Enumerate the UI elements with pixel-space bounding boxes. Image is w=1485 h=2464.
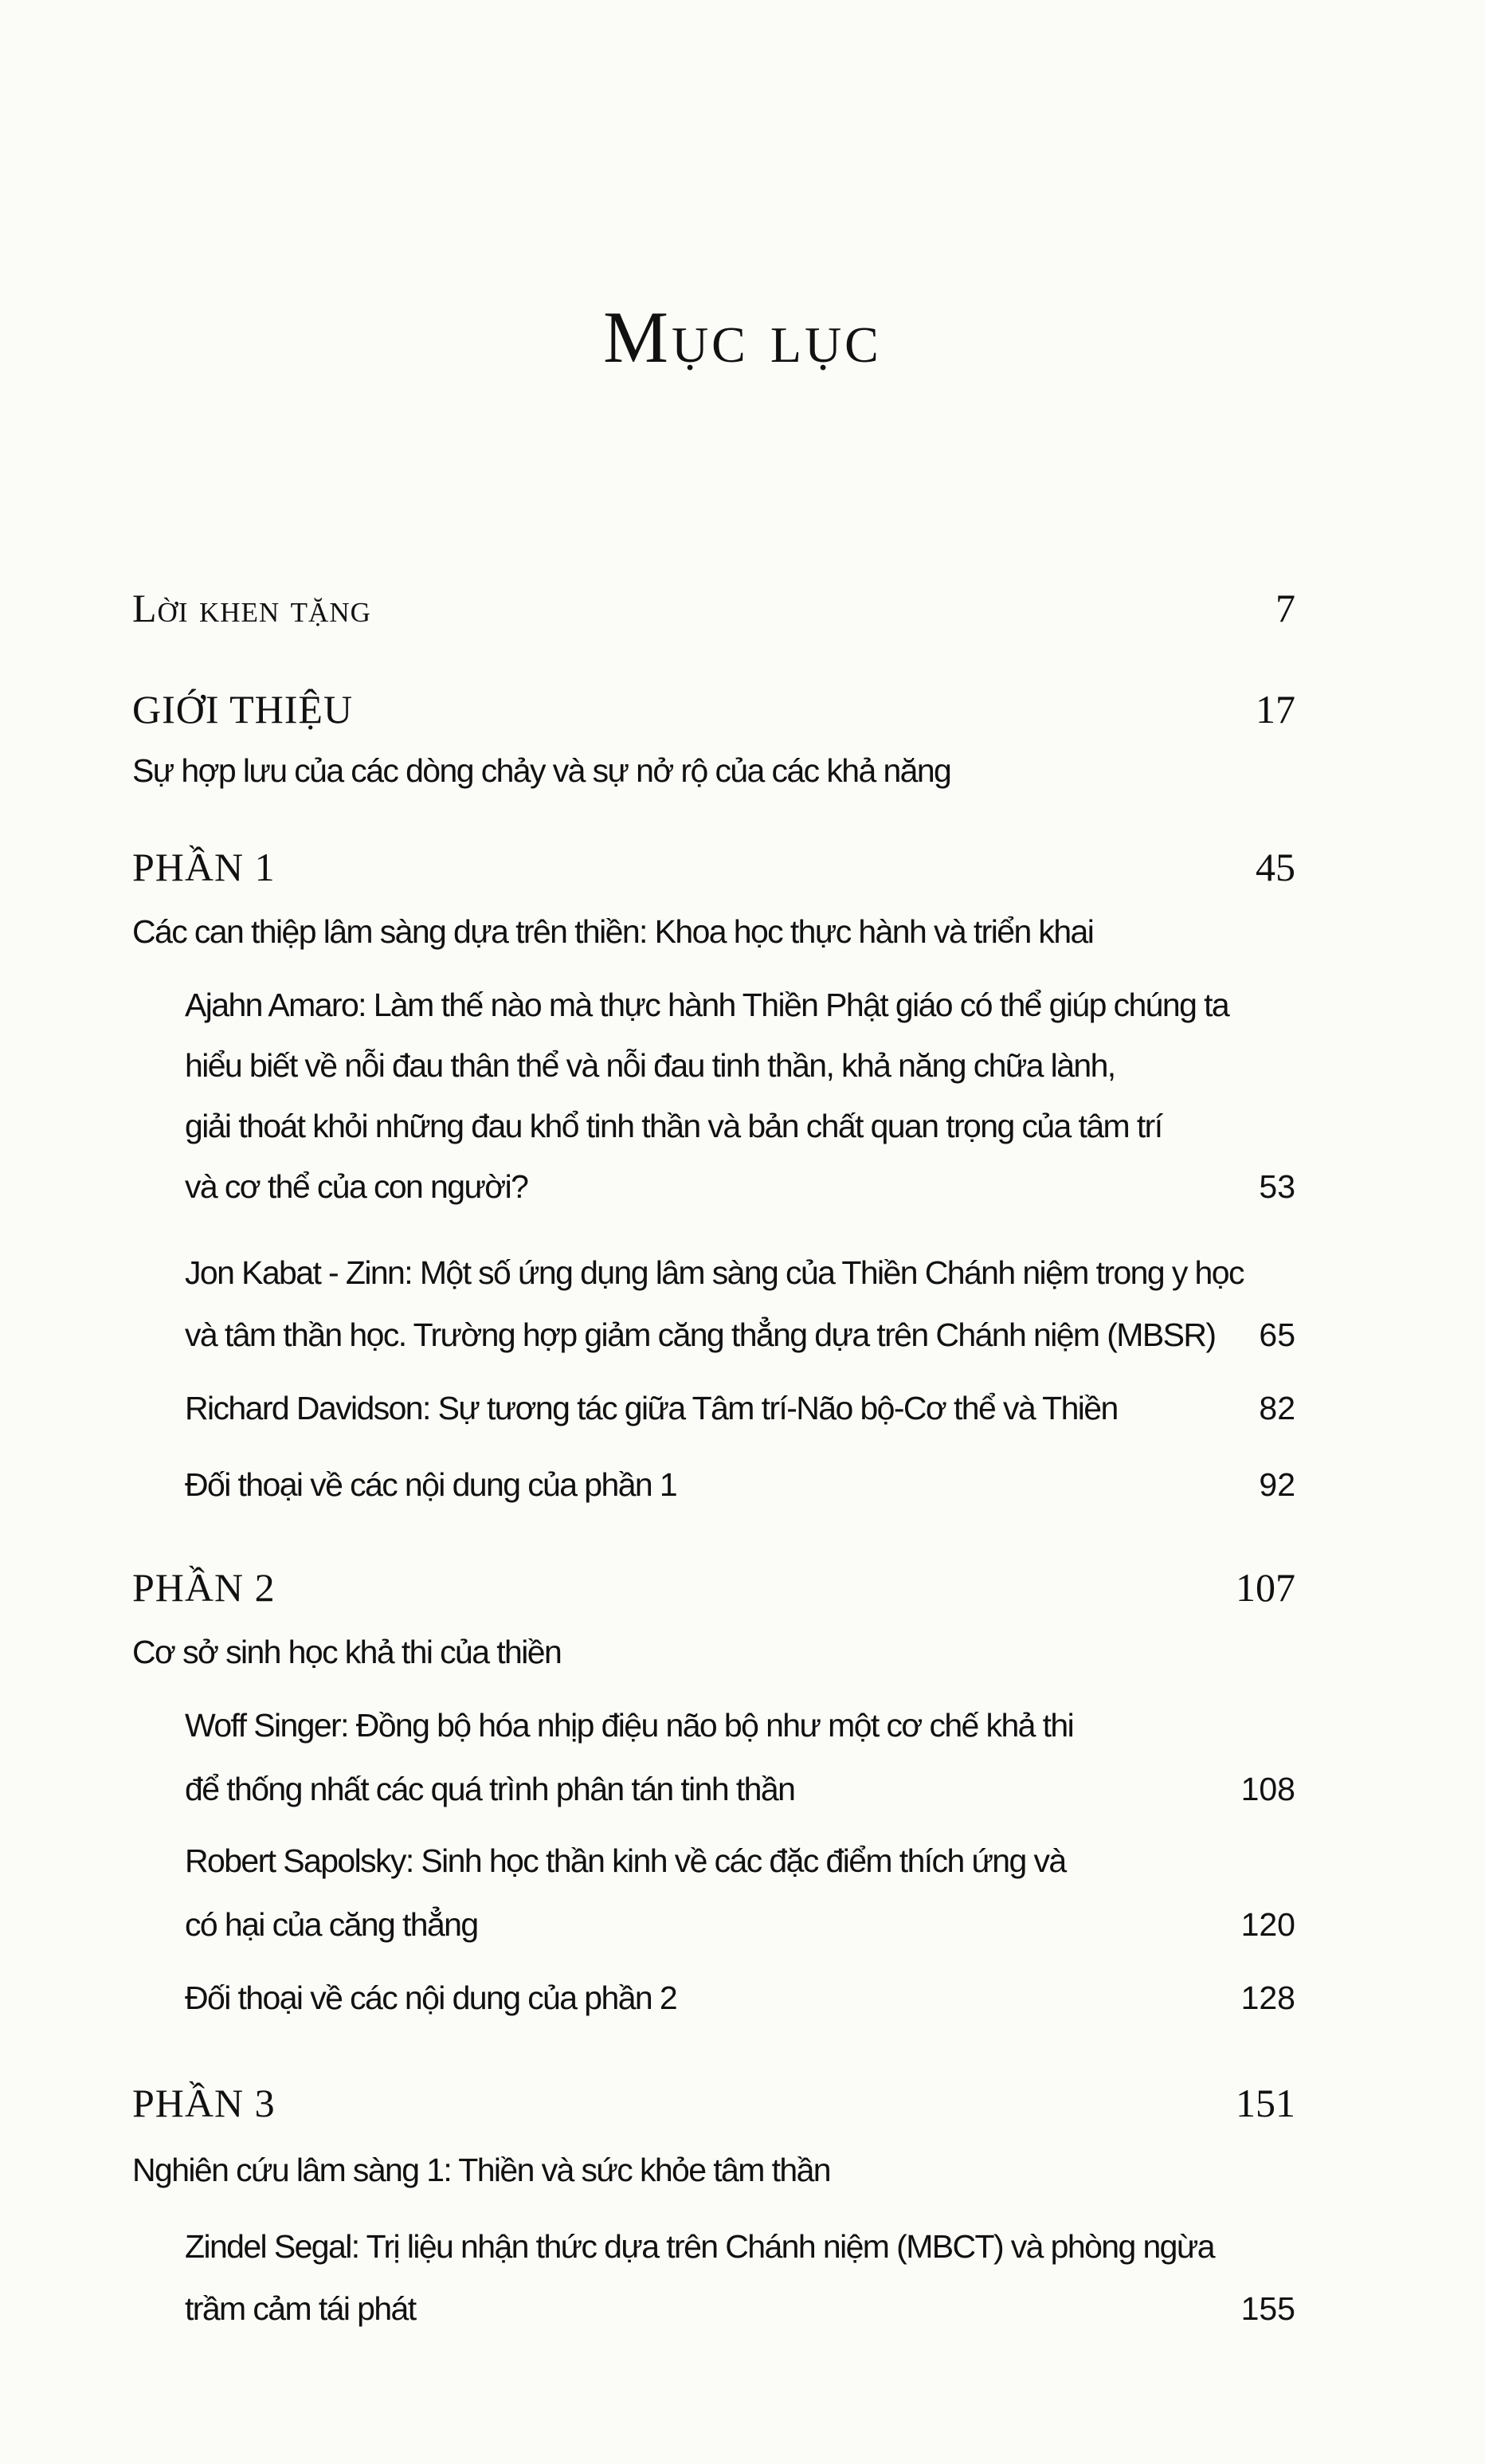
section-subtitle [132, 1624, 1295, 1680]
toc-entry-doi-thoai-2[interactable] [132, 1970, 1295, 2026]
toc-entry-kabat-zinn-line [132, 1307, 1295, 1363]
entry-line: Đối thoại về các nội dung của phần 2 [185, 1979, 677, 2016]
entry-line: Richard Davidson: Sự tương tác giữa Tâm trí-Não bộ-Cơ thể và Thiền [185, 1390, 1118, 1426]
subtitle-text: Các can thiệp lâm sàng dựa trên thiền: Khoa học thực hành và triển khai [132, 913, 1094, 950]
section-heading: GIỚI THIỆU [132, 687, 354, 732]
entry-line: Đối thoại về các nội dung của phần 1 [185, 1466, 677, 1503]
section-heading: PHẦN 2 [132, 1565, 276, 1610]
toc-entry-gioi-thieu[interactable] [132, 681, 1295, 737]
entry-line: Woff Singer: Đồng bộ hóa nhịp điệu não bộ như một cơ chế khả thi [185, 1707, 1074, 1744]
page-number: 92 [1259, 1466, 1295, 1503]
page-number: 17 [1256, 687, 1295, 732]
section-subtitle [132, 904, 1295, 959]
toc-entry-phan-1[interactable] [132, 839, 1295, 895]
subtitle-text: Cơ sở sinh học khả thi của thiền [132, 1634, 562, 1670]
toc-entry-loi-khen-tang[interactable] [132, 580, 1295, 636]
entry-line: hiểu biết về nỗi đau thân thể và nỗi đau tinh thần, khả năng chữa lành, [185, 1047, 1115, 1084]
toc-entry-davidson[interactable] [132, 1380, 1295, 1436]
page-number: 108 [1240, 1771, 1295, 1807]
page-number: 53 [1259, 1168, 1295, 1205]
entry-line: Robert Sapolsky: Sinh học thần kinh về các đặc điểm thích ứng và [185, 1842, 1066, 1879]
section-heading: PHẦN 1 [132, 845, 276, 889]
toc-entry-doi-thoai-1[interactable] [132, 1457, 1295, 1513]
toc-entry-phan-3[interactable] [132, 2075, 1295, 2131]
toc-entry-singer[interactable] [132, 1697, 1295, 1753]
page-number: 45 [1256, 845, 1295, 889]
toc-entry-amaro-line [132, 1159, 1295, 1214]
page-number: 120 [1240, 1906, 1295, 1943]
entry-line: và cơ thể của con người? [185, 1168, 528, 1205]
page-number: 7 [1275, 586, 1295, 630]
entry-line: Jon Kabat - Zinn: Một số ứng dụng lâm sàng của Thiền Chánh niệm trong y học [185, 1254, 1244, 1291]
toc-entry-amaro[interactable] [132, 977, 1295, 1033]
page-number: 65 [1259, 1316, 1295, 1353]
entry-line: trầm cảm tái phát [185, 2290, 416, 2327]
page-title: Mục lục [603, 296, 882, 378]
toc-entry-sapolsky[interactable] [132, 1833, 1295, 1889]
entry-line: và tâm thần học. Trường hợp giảm căng thẳng dựa trên Chánh niệm (MBSR) [185, 1316, 1216, 1353]
page-number: 151 [1236, 2081, 1295, 2125]
toc-entry-segal[interactable] [132, 2219, 1295, 2274]
section-heading: PHẦN 3 [132, 2081, 276, 2125]
section-heading: Lời khen tặng [132, 586, 371, 630]
toc-entry-segal-line [132, 2281, 1295, 2336]
toc-entry-singer-line [132, 1761, 1295, 1817]
toc-entry-amaro-line [132, 1098, 1295, 1154]
section-subtitle [132, 2142, 1295, 2198]
toc-entry-phan-2[interactable] [132, 1560, 1295, 1615]
toc-entry-amaro-line [132, 1038, 1295, 1093]
toc-entry-kabat-zinn[interactable] [132, 1245, 1295, 1301]
entry-line: có hại của căng thẳng [185, 1906, 478, 1943]
page-number: 107 [1236, 1565, 1295, 1610]
section-subtitle [132, 743, 1295, 798]
subtitle-text: Sự hợp lưu của các dòng chảy và sự nở rộ của các khả năng [132, 752, 951, 789]
entry-line: Ajahn Amaro: Làm thế nào mà thực hành Thiền Phật giáo có thể giúp chúng ta [185, 987, 1229, 1023]
page-number: 128 [1240, 1979, 1295, 2016]
toc-entry-sapolsky-line [132, 1897, 1295, 1952]
subtitle-text: Nghiên cứu lâm sàng 1: Thiền và sức khỏe tâm thần [132, 2152, 830, 2188]
entry-line: giải thoát khỏi những đau khổ tinh thần và bản chất quan trọng của tâm trí [185, 1108, 1162, 1144]
entry-line: để thống nhất các quá trình phân tán tinh thần [185, 1771, 795, 1807]
page-number: 155 [1240, 2290, 1295, 2327]
entry-line: Zindel Segal: Trị liệu nhận thức dựa trên Chánh niệm (MBCT) và phòng ngừa [185, 2228, 1214, 2265]
page-number: 82 [1259, 1390, 1295, 1426]
